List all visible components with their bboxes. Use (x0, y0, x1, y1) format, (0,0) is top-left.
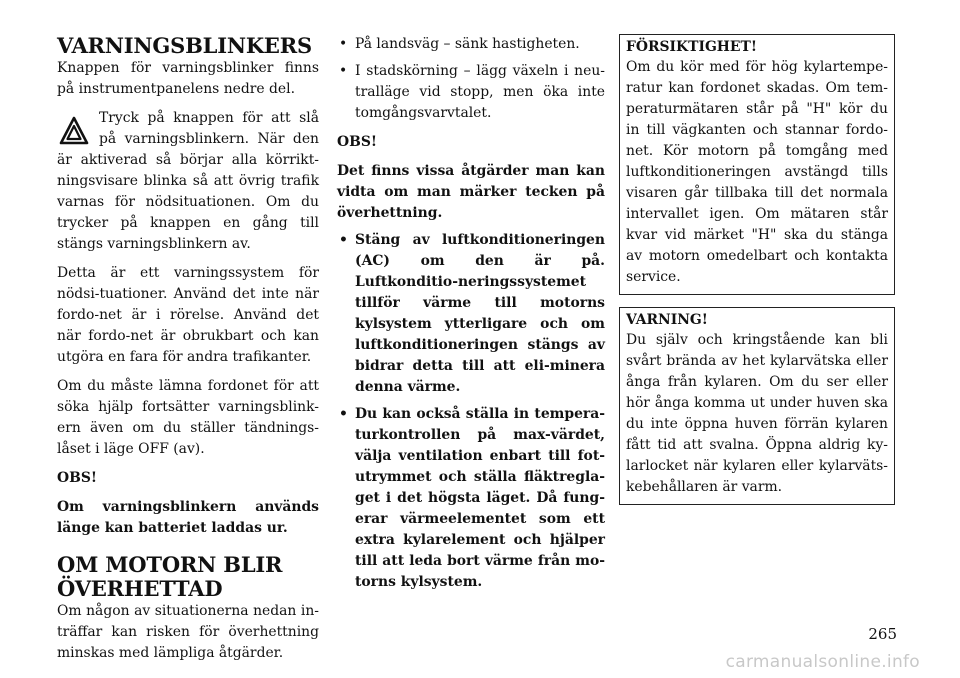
paragraph-hazard-location: Knappen för varningsblinker finns på instrumentpanelens nedre del. (57, 60, 319, 97)
obs-label: OBS! (57, 470, 97, 486)
list-item: • Stäng av luftkonditioneringen (AC) om den är på. Luftkonditio-neringssystemet tillför värme till motorns kylsystem ytterligare och om luftkonditioneringen stängs av bidrar detta till att eli-minera denna värme. (339, 232, 605, 395)
watermark: carmanualsonline.info (725, 652, 920, 672)
hazard-warning-triangle-icon (59, 116, 89, 146)
caution-text: Om du kör med för hög kylartempe-ratur kan fordonet skadas. Om tem-peraturmätaren står på "H" kör du in till vägkanten och stannar fordo-net. Kör motorn på tomgång med luftkonditioneringen avstängd tills visaren går tillbaka till det normala intervallet igen. Om mätaren står kvar vid märket "H" ska du stänga av motorn omedelbart och kontakta service. (626, 59, 888, 285)
obs-battery-note: Om varningsblinkern används länge kan batteriet laddas ur. (57, 499, 319, 536)
warning-box (619, 307, 895, 505)
list-item: • I stadskörning – lägg växeln i neu-tralläge vid stopp, men öka inte tomgångsvarvtalet. (339, 63, 605, 121)
column-middle (337, 34, 605, 593)
hazard-instruction-block (57, 108, 319, 255)
heading-engine-overheat: OM MOTORN BLIR ÖVERHETTAD (57, 552, 283, 601)
paragraph-hazard-operation: Tryck på knappen för att slå på varningsblinkern. När den är aktiverad så börjar alla körrikt-ningsvisare blinka så att övrig trafik varnas för nödsituationen. Om du trycker på knappen en gång till stängs varningsblinkern av. (57, 110, 319, 252)
heading-hazard-lights: VARNINGSBLINKERS (57, 33, 312, 58)
paragraph-emergency-system: Detta är ett varningssystem för nödsi-tuationer. Använd det inte när fordo-net är i rörelse. Använd det när fordo-net är obrukbart och kan utgöra en fara för andra trafikanter. (57, 265, 319, 365)
paragraph-overheat-intro: Om någon av situationerna nedan in-träffar kan risken för överhettning minskas med lämpliga åtgärder. (57, 603, 319, 661)
list-item: • På landsväg – sänk hastigheten. (339, 36, 580, 52)
caution-title: FÖRSIKTIGHET! (626, 39, 757, 55)
column-right (619, 34, 895, 505)
warning-title: VARNING! (626, 312, 708, 328)
page-number: 265 (868, 625, 897, 643)
column-left (57, 34, 319, 664)
driving-advice-list (337, 34, 605, 124)
overheat-actions-list (337, 230, 605, 593)
paragraph-leave-vehicle: Om du måste lämna fordonet för att söka hjälp fortsätter varningsblink-ern även om du ställer tändnings-låset i läge OFF (av). (57, 378, 319, 457)
obs-label: OBS! (337, 134, 377, 150)
warning-text: Du själv och kringstående kan bli svårt brända av het kylarvätska eller ånga från kylaren. Om du ser eller hör ånga komma ut under huven ska du inte öppna huven förrän kylaren fått tid att svalna. Öppna aldrig ky-larlocket när kylaren eller kylarväts-kebehållaren är varm. (626, 332, 888, 495)
obs-overheat-intro: Det finns vissa åtgärder man kan vidta om man märker tecken på överhettning. (337, 163, 605, 221)
caution-box (619, 34, 895, 295)
list-item: • Du kan också ställa in tempera-turkontrollen på max-värdet, välja ventilation enbart till fot-utrymmet och ställa fläktregla-get i det högsta läget. Då fung-erar värmeelementet som ett extra kylarelement och hjälper till att leda bort värme från mo-torns kylsystem. (339, 406, 605, 590)
